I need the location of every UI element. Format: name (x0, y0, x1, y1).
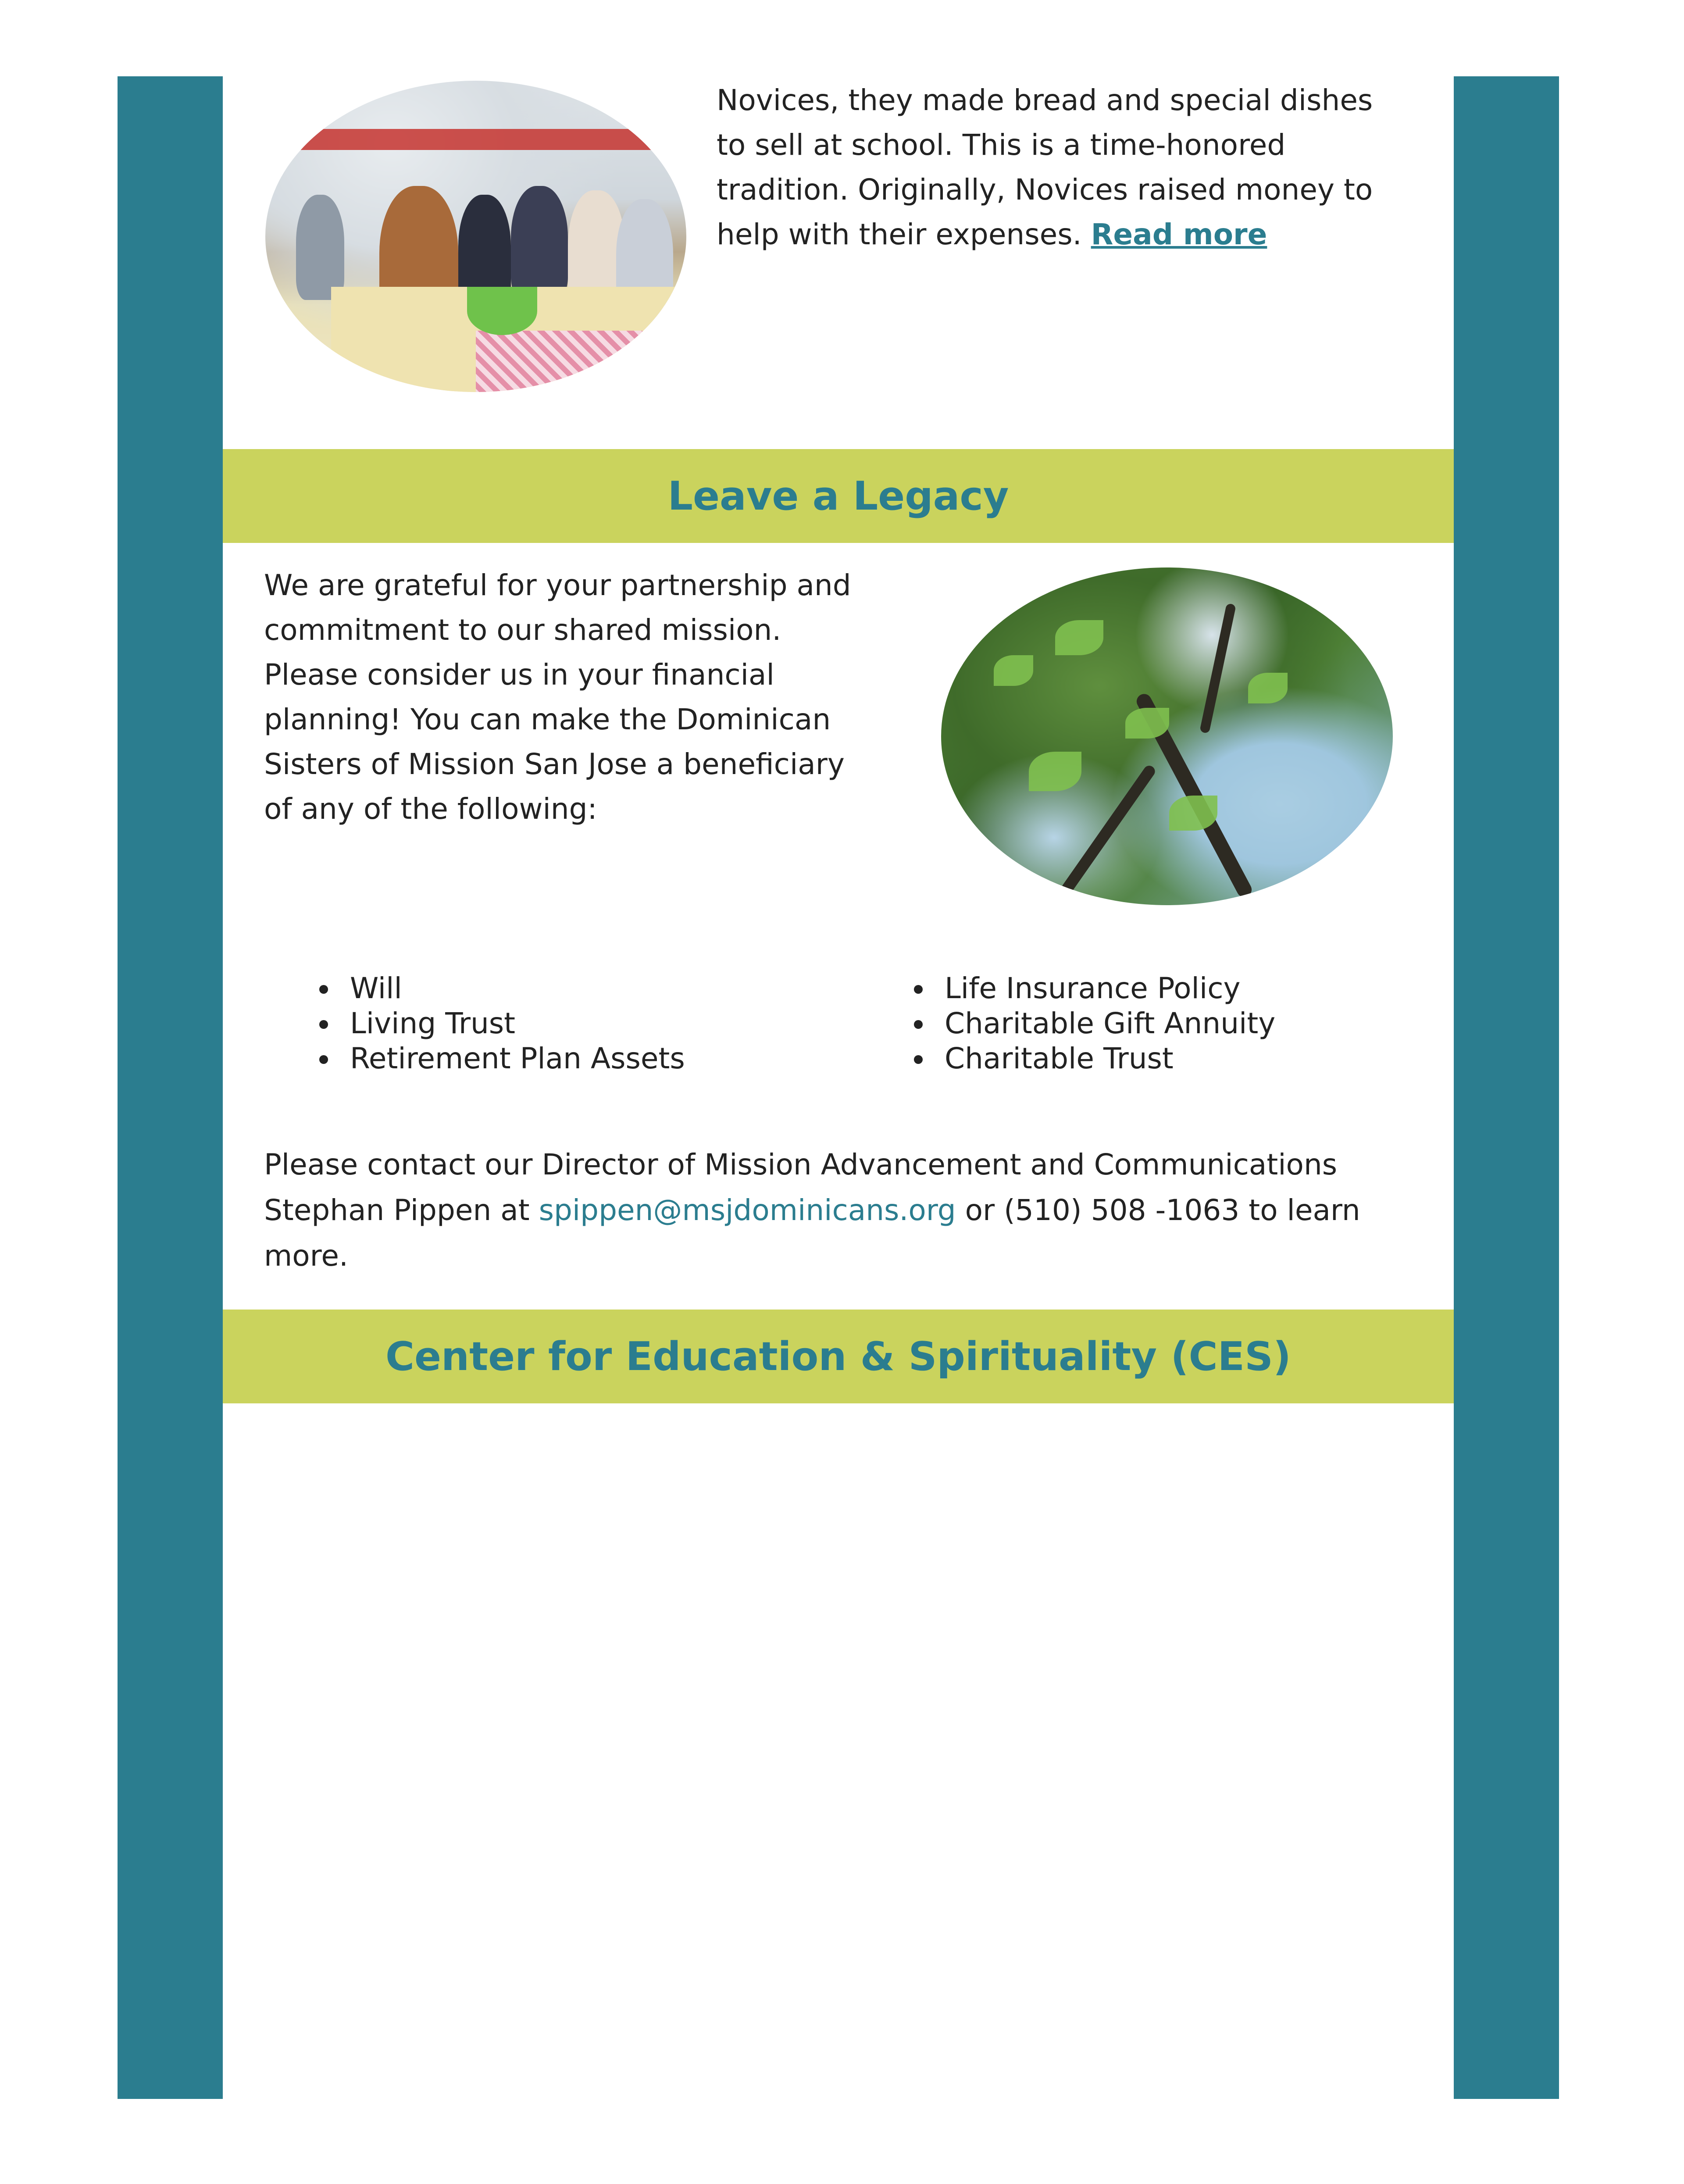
photo-leaf-shape (1055, 620, 1103, 655)
contact-text-before: Please contact our Director of Mission Advancement and Communications Stephan Pippen at (264, 1148, 1338, 1227)
right-border-bar (1454, 76, 1559, 2099)
list-item: Retirement Plan Assets (302, 1041, 784, 1076)
list-item: Living Trust (302, 1006, 784, 1041)
newsletter-content (223, 76, 1454, 2099)
ces-header-band (223, 1310, 1454, 1403)
read-more-link[interactable]: Read more (1091, 218, 1267, 251)
list-item: Charitable Trust (896, 1041, 1423, 1076)
tree-photo (941, 567, 1393, 905)
list-item: Will (302, 971, 784, 1006)
list-item: Charitable Gift Annuity (896, 1006, 1423, 1041)
photo-person-shape (296, 195, 344, 300)
novices-paragraph (717, 78, 1401, 257)
list-item: Life Insurance Policy (896, 971, 1423, 1006)
photo-person-shape (511, 186, 568, 300)
photo-tablecloth-shape (476, 331, 642, 392)
photo-leaf-shape (1125, 708, 1169, 739)
ces-title: Center for Education & Spirituality (CES) (385, 1333, 1292, 1380)
contact-text-after: or (510) 508 -1063 to learn more. (264, 1193, 1360, 1273)
photo-leaf-shape (1248, 673, 1288, 703)
photo-branch-shape (1199, 603, 1236, 734)
photo-leaf-shape (994, 655, 1033, 686)
photo-leaf-shape (1029, 752, 1081, 791)
novices-photo (265, 81, 686, 392)
legacy-intro: We are grateful for your partnership and commitment to our shared mission. Please consider us in your financial planning! You can make the Dominican Sisters of Mission San Jose a beneficiary of any of the following: (264, 568, 851, 826)
photo-bowl-shape (467, 287, 537, 335)
legacy-bullet-list-right (896, 971, 1423, 1076)
legacy-header-band (223, 449, 1454, 543)
left-border-bar (118, 76, 223, 2099)
novices-text: Novices, they made bread and special dishes to sell at school. This is a time-honored tradition. Originally, Novices raised money to help with their expenses. (717, 83, 1373, 251)
photo-leaf-shape (1169, 796, 1217, 831)
photo-banner-shape (265, 129, 686, 150)
legacy-title: Leave a Legacy (667, 473, 1009, 519)
contact-email-link[interactable]: spippen@msjdominicans.org (539, 1193, 956, 1227)
legacy-contact (264, 1142, 1426, 1279)
legacy-bullet-list-left (302, 971, 784, 1076)
